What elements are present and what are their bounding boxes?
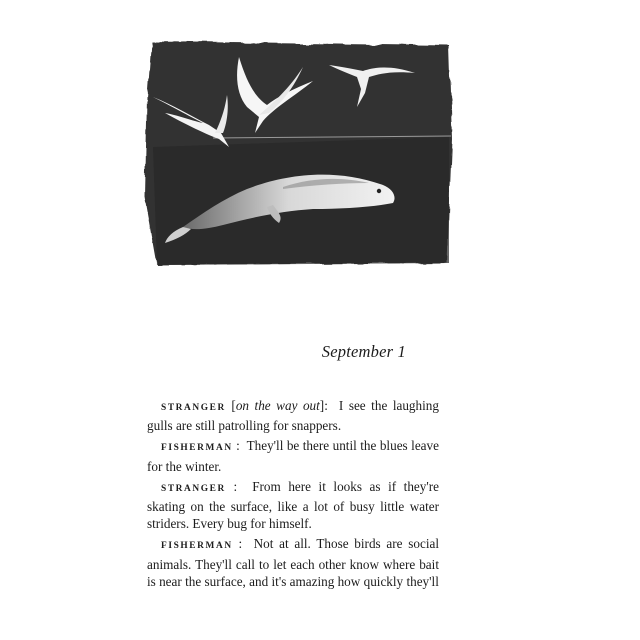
dialogue-speech: I see the laughing gulls are still patrolling for snappers. — [147, 398, 439, 434]
speaker-name: STRANGER — [161, 483, 226, 494]
speaker-name: FISHERMAN — [161, 443, 233, 454]
ink-wash-illustration — [143, 37, 455, 267]
dialogue-line: FISHERMAN : Not at all. Those birds are social animals. They'll call to let each other know where bait is near the surface, and it's amazing how quickly they'll — [147, 536, 439, 589]
dialogue-line: STRANGER : From here it looks as if they're skating on the surface, like a lot of busy little water striders. Every bug for himself. — [147, 478, 439, 532]
date-heading: September 1 — [321, 342, 406, 361]
dialogue-speech: Not at all. Those birds are social animals. They'll call to let each other know where bait is near the surface, and it's amazing how quickly they'll — [147, 536, 439, 589]
dialogue-line: FISHERMAN : They'll be there until the blues leave for the winter. — [147, 438, 439, 474]
dialogue-line: STRANGER [on the way out]: I see the laughing gulls are still patrolling for snappers. — [147, 398, 439, 434]
dialogue-speech: They'll be there until the blues leave for the winter. — [147, 438, 439, 474]
dialogue-text — [147, 397, 439, 593]
dialogue-speech: From here it looks as if they're skating on the surface, like a lot of busy little water striders. Every bug for himself. — [147, 478, 439, 532]
speaker-name: STRANGER — [161, 403, 226, 413]
speaker-name: FISHERMAN — [161, 541, 233, 552]
stage-direction: on the way out — [235, 398, 320, 413]
